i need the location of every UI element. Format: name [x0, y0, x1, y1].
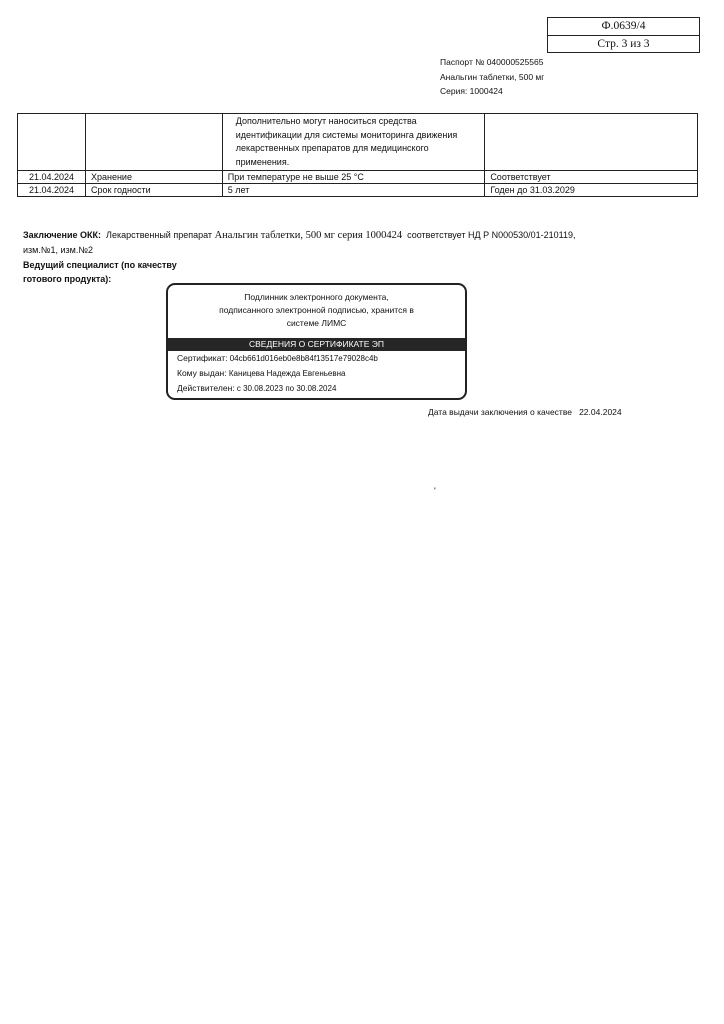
- row-date: [18, 114, 86, 171]
- table-row: [18, 171, 698, 184]
- issue-date: [428, 407, 622, 417]
- e-signature-stamp: [166, 283, 467, 400]
- passport-header: [440, 55, 544, 99]
- stamp-band: СВЕДЕНИЯ О СЕРТИФИКАТЕ ЭП: [168, 338, 465, 351]
- table-row: [18, 184, 698, 197]
- conclusion-label: Заключение ОКК:: [23, 230, 102, 240]
- stamp-line1: Подлинник электронного документа,: [244, 292, 389, 302]
- issue-label: Дата выдачи заключения о качестве: [428, 407, 572, 417]
- specialist-line2: готового продукта):: [23, 274, 112, 284]
- valid-label: Действителен:: [177, 383, 235, 393]
- row-result: [485, 114, 698, 171]
- row-date: 21.04.2024: [18, 184, 86, 197]
- conclusion-product: Анальгин таблетки, 500 мг серия 1000424: [214, 230, 403, 241]
- cert-value: 04cb661d016eb0e8b84f13517e79028c4b: [229, 354, 378, 363]
- stamp-validity: [168, 381, 465, 396]
- passport-number: Паспорт № 040000525565: [440, 57, 544, 67]
- row-test: Срок годности: [85, 184, 222, 197]
- row-requirement: Дополнительно могут наноситься средства идентификации для системы мониторинга движения лекарственных препаратов для медицинского применения.: [222, 114, 485, 171]
- owner-value: Каницева Надежда Евгеньевна: [228, 369, 346, 378]
- owner-label: Кому выдан:: [177, 368, 227, 378]
- row-test: Хранение: [85, 171, 222, 184]
- results-table: [17, 113, 698, 197]
- row-requirement: 5 лет: [222, 184, 485, 197]
- form-code: Ф.0639/4: [601, 20, 646, 32]
- stray-mark: ': [434, 486, 436, 496]
- issue-date-value: 22.04.2024: [579, 407, 622, 417]
- table-row: [18, 114, 698, 171]
- stamp-notice: [168, 285, 465, 338]
- form-number-box: [547, 17, 700, 53]
- row-date: 21.04.2024: [18, 171, 86, 184]
- conclusion-prefix: Лекарственный препарат: [106, 230, 213, 240]
- product-name: Анальгин таблетки, 500 мг: [440, 71, 545, 82]
- row-requirement: При температуре не выше 25 °С: [222, 171, 485, 184]
- page-number: Стр. 3 из 3: [548, 35, 699, 53]
- stamp-line2: подписанного электронной подписью, хранится в: [219, 305, 414, 315]
- specialist-line1: Ведущий специалист (по качеству: [23, 260, 177, 270]
- stamp-certificate: [168, 351, 465, 366]
- specialist-label: [23, 258, 177, 286]
- stamp-owner: [168, 366, 465, 381]
- row-result: Соответствует: [485, 171, 698, 184]
- stamp-line3: системе ЛИМС: [286, 318, 347, 328]
- row-result: Годен до 31.03.2029: [485, 184, 698, 197]
- conclusion: [23, 228, 623, 258]
- cert-label: Сертификат:: [177, 353, 228, 363]
- valid-value: с 30.08.2023 по 30.08.2024: [236, 384, 337, 393]
- conclusion-suffix: соответствует НД Р N000530/01-210119,: [407, 230, 576, 240]
- conclusion-line2: изм.№1, изм.№2: [23, 245, 94, 255]
- product-series: Серия: 1000424: [440, 86, 503, 96]
- row-test: [85, 114, 222, 171]
